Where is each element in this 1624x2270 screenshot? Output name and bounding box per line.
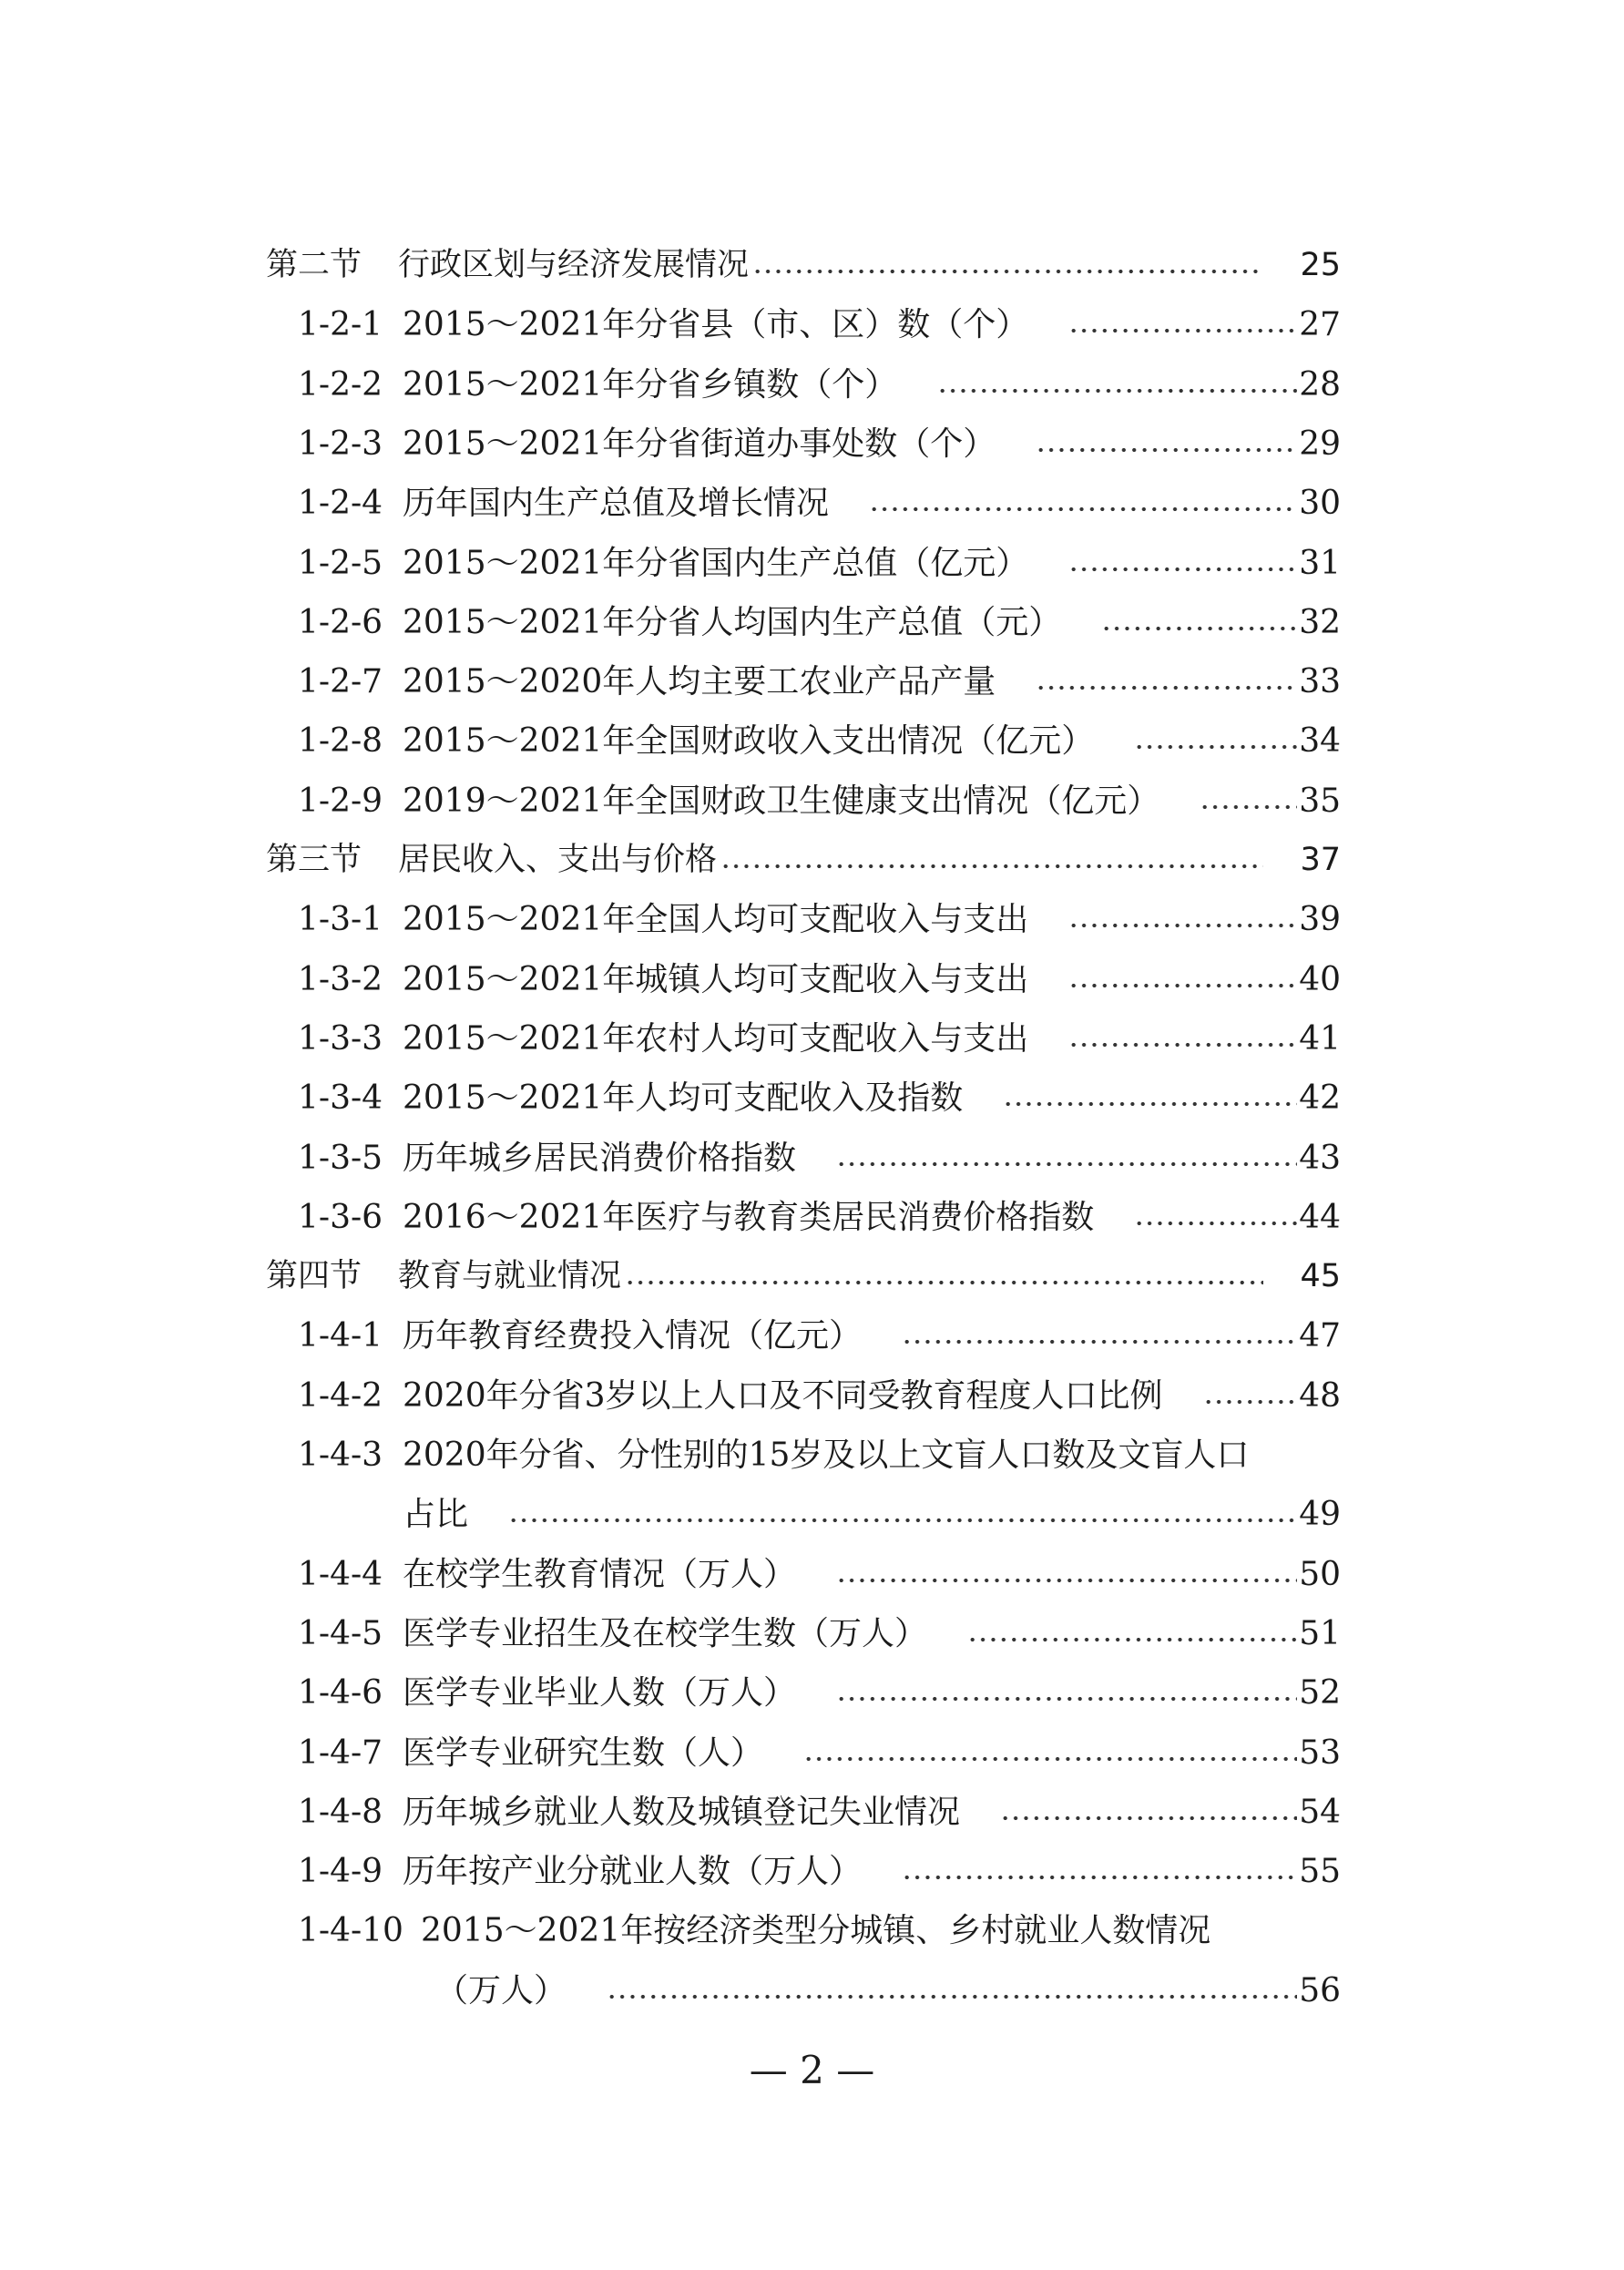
dot-leader: [1036, 685, 1297, 690]
dot-leader: [1068, 1042, 1297, 1048]
item-title: 2015～2020年人均主要工农业产品产量: [403, 663, 996, 701]
dot-leader: [625, 1280, 1263, 1285]
dot-leader: [752, 269, 1263, 274]
item-code: 1-3-4: [298, 1079, 383, 1118]
item-code: 1-2-7: [298, 663, 383, 701]
toc-item-page-number: 42: [1299, 1079, 1341, 1118]
toc-item-page-number: 44: [1299, 1198, 1341, 1236]
toc-item-row[interactable]: [0, 1666, 1624, 1721]
item-title: 2015～2021年人均可支配收入及指数: [403, 1079, 964, 1118]
item-code: 1-2-6: [298, 603, 383, 641]
toc-item-continuation-page-number: 56: [1299, 1971, 1341, 2009]
toc-item-row[interactable]: [0, 893, 1624, 947]
dot-leader: [836, 1696, 1297, 1702]
item-code: 1-4-8: [298, 1793, 383, 1831]
toc-item-row[interactable]: [0, 596, 1624, 650]
dot-leader: [1068, 923, 1297, 928]
item-code: 1-3-6: [298, 1198, 383, 1236]
toc-item-row[interactable]: [0, 537, 1624, 591]
item-code: 1-4-9: [298, 1853, 383, 1891]
toc-item-page-number: 30: [1299, 485, 1341, 523]
item-title: 2015～2021年城镇人均可支配收入与支出: [403, 960, 1029, 998]
dot-leader: [902, 1875, 1297, 1880]
item-code: 1-2-1: [298, 306, 383, 344]
item-title: 2016～2021年医疗与教育类居民消费价格指数: [403, 1198, 1095, 1236]
section-title: 行政区划与经济发展情况: [398, 247, 750, 283]
dot-leader: [1003, 1101, 1297, 1107]
toc-item-row[interactable]: [0, 1548, 1624, 1602]
toc-section-page-number: 45: [1300, 1258, 1341, 1295]
item-code: 1-2-5: [298, 544, 383, 582]
toc-item-page-number: 34: [1299, 722, 1341, 761]
dot-leader: [720, 864, 1263, 869]
toc-item-page-number: 51: [1299, 1614, 1341, 1652]
item-code: 1-2-2: [298, 365, 383, 404]
dot-leader: [937, 388, 1297, 394]
dot-leader: [902, 1339, 1297, 1345]
toc-section-row[interactable]: [0, 239, 1624, 293]
item-title: 2020年分省、分性别的15岁及以上文盲人口数及文盲人口: [403, 1437, 1250, 1474]
dot-leader: [1203, 1399, 1297, 1405]
item-code: 1-4-3: [298, 1437, 383, 1474]
item-title: 2015～2021年分省街道办事处数（个）: [403, 424, 996, 463]
item-title: 历年城乡居民消费价格指数: [403, 1139, 797, 1177]
dot-leader: [869, 506, 1297, 512]
toc-item-row[interactable]: [0, 298, 1624, 353]
dot-leader: [1036, 447, 1297, 453]
item-code: 1-4-5: [298, 1614, 383, 1652]
dot-leader: [967, 1637, 1297, 1642]
item-title: 2015～2021年农村人均可支配收入与支出: [403, 1019, 1029, 1058]
dot-leader: [508, 1518, 1297, 1523]
item-title: 医学专业毕业人数（万人）: [403, 1674, 797, 1713]
item-title: 2015～2021年按经济类型分城镇、乡村就业人数情况: [421, 1912, 1211, 1950]
toc-item-page-number: 55: [1299, 1853, 1341, 1891]
toc-item-page-number: 47: [1299, 1317, 1341, 1355]
dot-leader: [1068, 983, 1297, 988]
item-title: 2015～2021年分省国内生产总值（亿元）: [403, 544, 1029, 582]
toc-item-row[interactable]: [0, 1607, 1624, 1662]
toc-item-page-number: 48: [1299, 1376, 1341, 1415]
toc-item-row[interactable]: [0, 1131, 1624, 1186]
dot-leader: [1101, 626, 1297, 631]
toc-item-row[interactable]: [0, 1012, 1624, 1067]
toc-item-row[interactable]: [0, 1369, 1624, 1424]
toc-item-page-number: 39: [1299, 901, 1341, 939]
item-title: 在校学生教育情况（万人）: [403, 1555, 797, 1593]
section-code: 第二节: [266, 247, 363, 283]
item-code: 1-3-1: [298, 901, 383, 939]
toc-section-page-number: 25: [1300, 247, 1341, 283]
item-code: 1-2-8: [298, 722, 383, 761]
item-title: 2015～2021年全国财政收入支出情况（亿元）: [403, 722, 1095, 761]
toc-item-page-number: 43: [1299, 1139, 1341, 1177]
item-title: 医学专业研究生数（人）: [403, 1733, 764, 1772]
dot-leader: [1200, 804, 1297, 810]
item-title-continued: （万人）: [435, 1971, 567, 2009]
toc-item-page-number: 27: [1299, 306, 1341, 344]
dot-leader: [836, 1578, 1297, 1583]
toc-section-row[interactable]: [0, 833, 1624, 888]
dot-leader: [836, 1161, 1297, 1167]
toc-item-page-number: 31: [1299, 544, 1341, 582]
item-title: 医学专业招生及在校学生数（万人）: [403, 1614, 928, 1652]
toc-item-continuation-row[interactable]: [0, 1964, 1624, 2019]
item-title: 2015～2021年分省县（市、区）数（个）: [403, 306, 1029, 344]
toc-item-row[interactable]: [0, 358, 1624, 413]
dot-leader: [1068, 328, 1297, 333]
toc-item-row[interactable]: [0, 1726, 1624, 1781]
item-code: 1-3-5: [298, 1139, 383, 1177]
item-title: 历年城乡就业人数及城镇登记失业情况: [403, 1793, 961, 1831]
item-code: 1-2-4: [298, 485, 383, 523]
toc-item-page-number: 54: [1299, 1793, 1341, 1831]
toc-item-row[interactable]: [0, 1904, 1624, 1958]
toc-item-row[interactable]: [0, 774, 1624, 829]
item-code: 1-2-9: [298, 782, 383, 820]
item-code: 1-4-7: [298, 1733, 383, 1772]
toc-section-row[interactable]: [0, 1250, 1624, 1304]
toc-item-row[interactable]: [0, 1785, 1624, 1840]
toc-item-page-number: 29: [1299, 424, 1341, 463]
item-title-continued: 占比: [403, 1496, 469, 1534]
toc-item-page-number: 52: [1299, 1674, 1341, 1713]
section-title: 教育与就业情况: [398, 1258, 622, 1295]
toc-item-page-number: 50: [1299, 1555, 1341, 1593]
toc-item-continuation-row[interactable]: [0, 1488, 1624, 1542]
item-code: 1-2-3: [298, 424, 383, 463]
toc-item-page-number: 32: [1299, 603, 1341, 641]
toc-section-page-number: 37: [1300, 842, 1341, 878]
toc-item-row[interactable]: [0, 476, 1624, 531]
toc-item-row[interactable]: [0, 1071, 1624, 1126]
item-title: 2019～2021年全国财政卫生健康支出情况（亿元）: [403, 782, 1160, 820]
dot-leader: [803, 1756, 1297, 1762]
toc-item-row[interactable]: [0, 655, 1624, 710]
toc-item-row[interactable]: [0, 1191, 1624, 1245]
toc-item-continuation-page-number: 49: [1299, 1496, 1341, 1534]
section-code: 第三节: [266, 842, 363, 878]
item-title: 2020年分省3岁以上人口及不同受教育程度人口比例: [403, 1376, 1163, 1415]
item-code: 1-4-6: [298, 1674, 383, 1713]
item-code: 1-4-10: [298, 1912, 403, 1950]
item-code: 1-3-2: [298, 960, 383, 998]
toc-item-row[interactable]: [0, 714, 1624, 769]
toc-item-page-number: 40: [1299, 960, 1341, 998]
item-title: 历年教育经费投入情况（亿元）: [403, 1317, 863, 1355]
toc-item-page-number: 53: [1299, 1733, 1341, 1772]
toc-item-row[interactable]: [0, 1428, 1624, 1483]
toc-item-row[interactable]: [0, 953, 1624, 1007]
toc-item-row[interactable]: [0, 1845, 1624, 1899]
item-code: 1-4-2: [298, 1376, 383, 1415]
page-number: — 2 —: [749, 2048, 875, 2092]
toc-item-page-number: 35: [1299, 782, 1341, 820]
item-title: 2015～2021年全国人均可支配收入与支出: [403, 901, 1029, 939]
section-code: 第四节: [266, 1258, 363, 1295]
item-code: 1-4-1: [298, 1317, 383, 1355]
section-title: 居民收入、支出与价格: [398, 842, 718, 878]
dot-leader: [1068, 567, 1297, 572]
toc-item-page-number: 28: [1299, 365, 1341, 404]
toc-item-row[interactable]: [0, 1309, 1624, 1364]
item-title: 历年按产业分就业人数（万人）: [403, 1853, 863, 1891]
dot-leader: [1134, 1221, 1297, 1226]
item-title: 2015～2021年分省乡镇数（个）: [403, 365, 898, 404]
toc-item-row[interactable]: [0, 417, 1624, 472]
item-code: 1-3-3: [298, 1019, 383, 1058]
dot-leader: [1000, 1815, 1297, 1821]
toc-item-page-number: 33: [1299, 663, 1341, 701]
item-code: 1-4-4: [298, 1555, 383, 1593]
toc-item-page-number: 41: [1299, 1019, 1341, 1058]
dot-leader: [1134, 744, 1297, 750]
item-title: 2015～2021年分省人均国内生产总值（元）: [403, 603, 1062, 641]
item-title: 历年国内生产总值及增长情况: [403, 485, 830, 523]
dot-leader: [607, 1994, 1297, 1999]
